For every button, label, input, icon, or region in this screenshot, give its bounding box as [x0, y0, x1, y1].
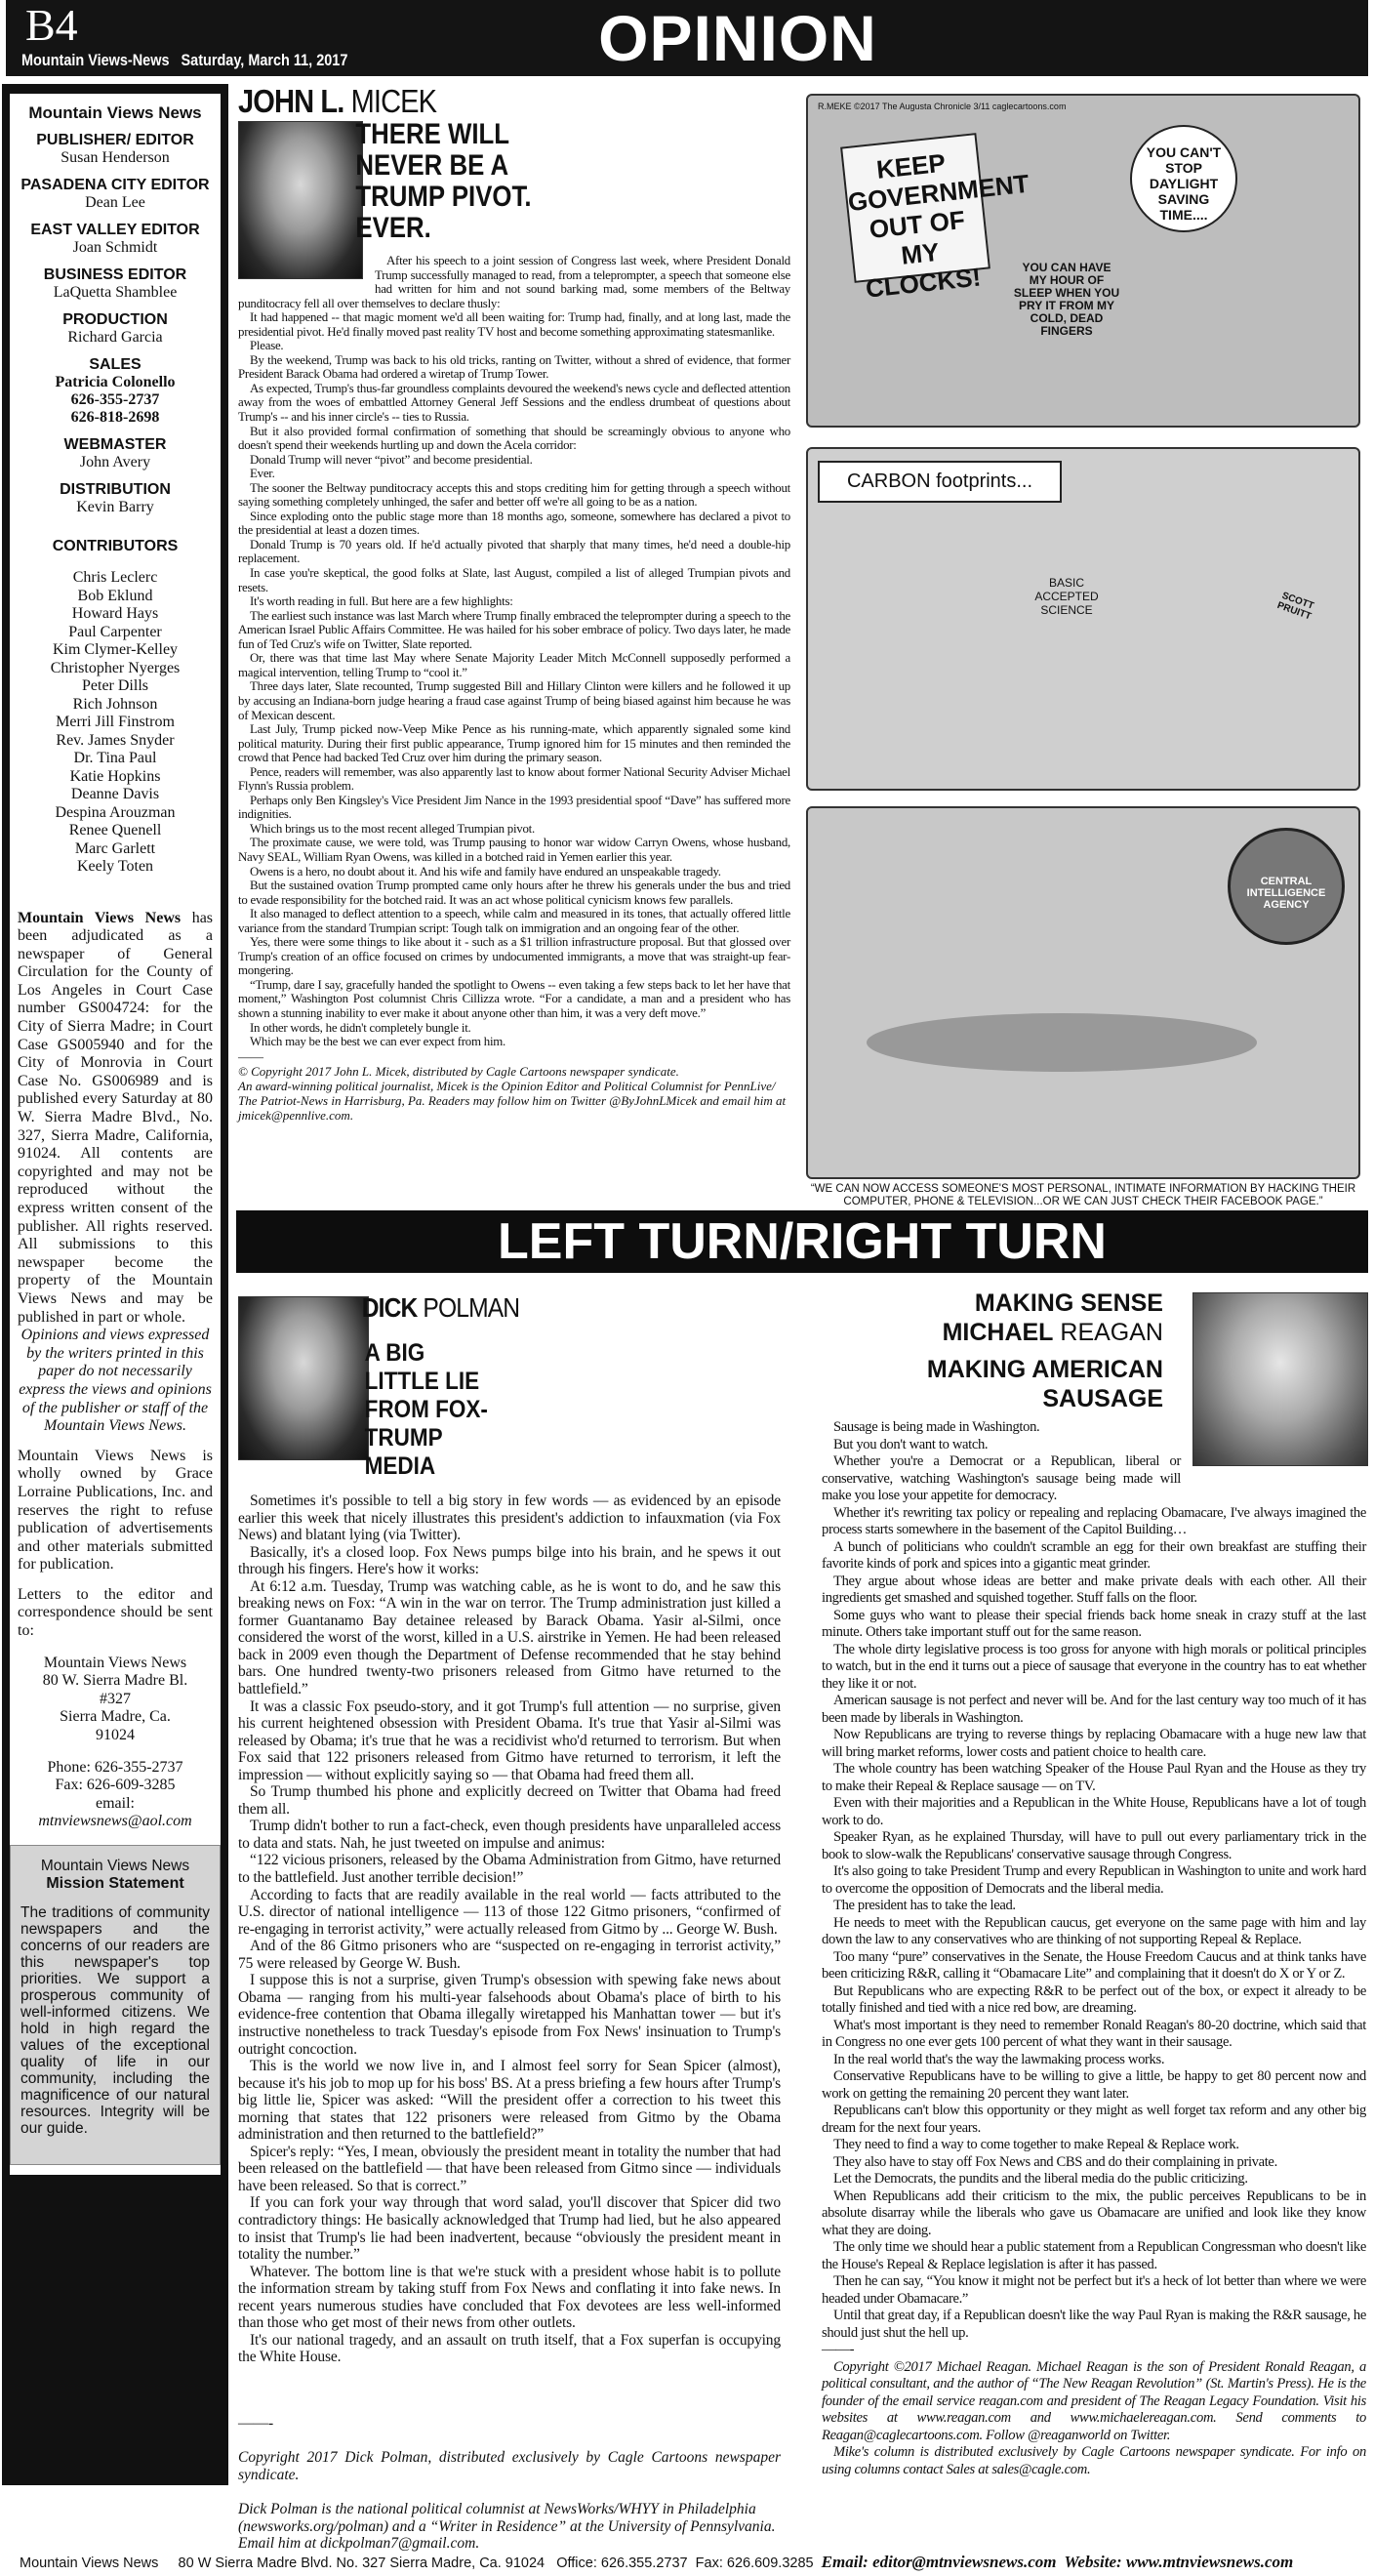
cia-seal: CENTRAL INTELLIGENCE AGENCY	[1228, 828, 1345, 945]
staff-name: Joan Schmidt	[72, 239, 158, 256]
paragraph: Some guys who want to please their special friends back home sneak in crazy stuff at the last minute. Others take important stuff out for the same reason.	[822, 1607, 1366, 1640]
paragraph: If you can fork your way through that word salad, you'll discover that Spicer did two contradictory things: He basically acknowledged that Trump had lied, but he also appeared to insist that Trump's lie had been inadvertent, because “obviously the president meant in totality the number.”	[238, 2194, 781, 2264]
mission-statement	[10, 1845, 221, 2165]
paragraph: This is the world we now live in, and I almost feel sorry for Sean Spicer (almost), because it's his job to mop up for his boss' BS. At a press briefing a few hours after Trump's big little lie, Spicer was asked: “Will the president offer a correction to his tweet this morning that states that 122 prisoners were released from Gitmo by the Obama administration and then returned to the battlefield?”	[238, 2058, 781, 2144]
staff-role: DISTRIBUTION	[60, 481, 171, 498]
article-body	[822, 1419, 1366, 2342]
paragraph: Yes, there were some things to like about it - such as a $1 trillion infrastructure proposal. But that glossed over Trump's creation of an office focused on crimes by undocumented immigrants, a move that was straight-up fear-mongering.	[238, 935, 790, 978]
author-photo	[1192, 1292, 1368, 1466]
paragraph: According to facts that are readily available in the real world — facts attributed to the U.S. director of national intelligence — 113 of those 122 Gitmo prisoners, “confirmed of re-engaging in terrorist activity,” were actually released from Gitmo by ... George W. Bush.	[238, 1886, 781, 1938]
disclaimer: Opinions and views expressed by the writers printed in this paper do not necessarily express the views and opinions of the publisher or staff of the Mountain Views News.	[19, 1327, 212, 1435]
staff-role: PASADENA CITY EDITOR	[20, 177, 210, 193]
footer-website[interactable]: Website: www.mtnviewsnews.com	[1064, 2553, 1294, 2571]
bio-text: Dick Polman is the national political columnist at NewsWorks/WHYY in Philadelphia (newsworks.org/polman) and a “Writer in Residence” at the University of Pennsylvania. Email him at	[238, 2501, 776, 2553]
byline	[238, 84, 724, 119]
paragraph: Since exploding onto the public stage more than 18 months ago, someone, somewhere has declared a pivot to the presidential at least a dozen times.	[238, 509, 790, 538]
science-label: BASIC ACCEPTED SCIENCE	[1034, 576, 1099, 617]
paragraph: The only time we should hear a public statement from a Republican Congressman who doesn't like the House's Repeal & Replace legislation is after it has passed.	[822, 2239, 1366, 2272]
contact-line: Fax: 626-609-3285	[55, 1777, 176, 1794]
staff-name: 626-818-2698	[70, 409, 160, 426]
copyright: Copyright ©2017 Michael Reagan. Michael Reagan is the son of President Ronald Reagan, a political consultant, and the author of “The New Reagan Revolution” (St. Martin's Press). He is the founder of the email service reagan.com and president of The Reagan Legacy Foundation. Visit his websites at www.reagan.com and www.michaelereagan.com. Send comments to Reagan@caglecartoons.com. Follow @reaganworld on Twitter.	[822, 2358, 1366, 2443]
contributor-name: Marc Garlett	[74, 839, 156, 857]
section-title: OPINION	[598, 2, 877, 74]
syndication-note: Mike's column is distributed exclusively by Cagle Cartoons newspaper syndicate. For info on using columns contact Sales at sales@cagle.com.	[822, 2444, 1366, 2477]
paragraph: It was a classic Fox pseudo-story, and it got Trump's full attention — no surprise, given his current heightened obsession with President Obama. It's true that Yasir al-Silmi was released by Obama; it's true that he was a recidivist who'd returned to terrorism. But when Fox said that 122 prisoners released from Gitmo have returned to terrorism, it left the impression — without explicitly saying so — that Obama had freed them all.	[238, 1697, 781, 1783]
paragraph: Three days later, Slate recounted, Trump suggested Bill and Hillary Clinton were killers and he followed it up by accusing an Indiana-born judge hearing a fraud case against Trump of being biased against him because he was of Mexican descent.	[238, 679, 790, 722]
column-header	[822, 1288, 1163, 1413]
polman-column	[238, 1288, 781, 2553]
page-number: B4	[25, 0, 78, 50]
paragraph: “122 vicious prisoners, released by the Obama Administration from Gitmo, have returned to the battlefield. Just another terrible decision!”	[238, 1852, 781, 1887]
ownership-notice: Mountain Views News is wholly owned by Grace Lorraine Publications, Inc. and reserves the right to refuse publication of advertisements and other materials submitted for publication.	[18, 1447, 213, 1574]
staff-role: SALES	[89, 356, 141, 373]
paragraph: Now Republicans are trying to reverse things by replacing Obamacare with a huge new law that will bring market reforms, lower costs and patient choice to health care.	[822, 1727, 1366, 1760]
cartoon-label: CARBON footprints...	[818, 461, 1062, 503]
paragraph: Even with their majorities and a Republican in the White House, Republicans have a lot of tough work to do.	[822, 1795, 1366, 1828]
rule: ——-	[238, 2414, 274, 2432]
contact-info	[18, 1759, 213, 1814]
staff-name: Susan Henderson	[61, 149, 170, 166]
address-line: 91024	[96, 1727, 135, 1744]
paragraph: The earliest such instance was last March where Trump finally embraced the teleprompter during a speech to the American Israel Public Affairs Committee. He was hailed for his sober embrace of policy. Two days later, he made fun of Ted Cruz's wife on Twitter, Slate reported.	[238, 608, 790, 651]
paragraph: It also managed to deflect attention to a speech, while calm and measured in its tones, that actually offered little variance from the standard Trumpian script: Tough talk on immigration and an ongoing fear of the other.	[238, 907, 790, 935]
contributor-name: Dr. Tina Paul	[73, 750, 157, 766]
byline-first: JOHN L.	[238, 83, 344, 119]
paragraph: After his speech to a joint session of Congress last week, where President Donald Trump successfully managed to read, from a teleprompter, a speech that someone else had written for him and not sound barking mad, some members of the Beltway punditocracy fell all over themselves to declare thusly:	[238, 254, 790, 310]
cartoon-carbon-footprints	[806, 447, 1360, 791]
author-email-link[interactable]: dickpolman7@gmail.com	[319, 2535, 476, 2553]
paragraph: Which may be the best we can ever expect from him.	[250, 1035, 506, 1049]
paragraph: But the sustained ovation Trump prompted came only hours after he threw his generals under the bus and tried to evade responsibility for the botched raid. It was an act whose political cynicism knows few parallels.	[238, 879, 790, 907]
copyright: © Copyright 2017 John L. Micek, distributed by Cagle Cartoons newspaper syndicate.	[238, 1063, 679, 1079]
paragraph: Speaker Ryan, as he explained Thursday, will have to pull out every parliamentary trick in the book to slow-walk the Republicans' conservative sausage through Congress.	[822, 1829, 1366, 1862]
byline-first: DICK	[361, 1292, 418, 1323]
paragraph: Sometimes it's possible to tell a big story in few words — as evidenced by an episode earlier this week that nicely illustrates this president's addiction to infauxmation (via Fox News) and blatant lying (via Twitter).	[238, 1492, 781, 1544]
shoe-label: SCOTT PRUITT	[1275, 590, 1315, 623]
masthead	[6, 0, 1368, 76]
paragraph: The president has to take the lead.	[833, 1898, 1016, 1913]
mission-title: Mission Statement	[46, 1875, 184, 1892]
paragraph: Spicer's reply: “Yes, I mean, obviously the president meant in totality the number that had been released on the battlefield — that have been released from Gitmo since — individuals have been released. So that is correct.”	[238, 2143, 781, 2194]
footer-office: Office: 626.355.2737	[556, 2556, 688, 2571]
contributor-name: Despina Arouzman	[55, 803, 176, 821]
section-banner: LEFT TURN/RIGHT TURN	[236, 1210, 1368, 1273]
paragraph: But it also provided formal confirmation of something that should be screamingly obvious to anyone who doesn't spend their weekends hurtling up and down the Acela corridor:	[238, 424, 790, 453]
contributor-name: Merri Jill Finstrom	[56, 714, 175, 730]
paper-name: Mountain Views-News	[21, 51, 170, 69]
contact-line: email:	[96, 1794, 135, 1812]
paragraph: Sausage is being made in Washington.	[833, 1419, 1040, 1435]
paragraph: The proximate cause, we were told, was Trump pausing to honor war widow Carryn Owens, whose husband, Navy SEAL, William Ryan Owens, was killed in a botched raid in Yemen earlier this year.	[238, 836, 790, 864]
byline-first: MICHAEL	[942, 1319, 1054, 1346]
headline: MAKING AMERICAN SAUSAGE	[926, 1356, 1163, 1412]
paragraph: In the real world that's the way the lawmaking process works.	[833, 2051, 1165, 2067]
paragraph: It's also going to take President Trump and every Republican in Washington to unite and work hard to overcome the opposition of Democrats and the liberal media.	[822, 1863, 1366, 1897]
paragraph: But Republicans who are expecting R&R to be perfect out of the box, or expect it already to be totally finished and tied with a nice red bow, are dreaming.	[822, 1983, 1366, 2016]
page-footer	[0, 2550, 1374, 2575]
paragraph: It had happened -- that magic moment we'd all been waiting for: Trump had, finally, and at long last, made the presidential pivot. He'd finally moved past reality TV host and become something approximating statesmanlike.	[238, 310, 790, 339]
staff-name: Patricia Colonello	[55, 374, 176, 390]
contributor-name: Rev. James Snyder	[56, 731, 175, 749]
speech-bubble: YOU CAN'T STOP DAYLIGHT SAVING TIME....	[1130, 125, 1237, 232]
cartoon-signature: R.MEKE ©2017 The Augusta Chronicle 3/11 caglecartoons.com	[818, 102, 1067, 111]
paragraph: So Trump thumbed his phone and explicitly decreed on Twitter that Obama had freed them all.	[238, 1783, 781, 1818]
paragraph: Which brings us to the most recent alleged Trumpian pivot.	[250, 821, 535, 836]
footer-address: 80 W Sierra Madre Blvd. No. 327 Sierra Madre, Ca. 91024	[178, 2556, 546, 2571]
paragraph: Pence, readers will remember, was also apparently last to know about former National Security Adviser Michael Flynn's Russia problem.	[238, 764, 790, 794]
contributor-name: Keely Toten	[76, 858, 154, 875]
contributors-list	[18, 569, 213, 877]
paragraph: At 6:12 a.m. Tuesday, Trump was watching cable, as he is wont to do, and he saw this breaking news on Fox: “A win in the war on terror. The Trump administration just killed a former Guantanamo Bay detainee released by Barack Obama. Yasir al-Silmi, once considered the worst of the worst, killed in a U.S. airstrike in Yemen. He had been released back in 2009 even though the Department of Defense recommended that he stay behind bars. One hundred twenty-two prisoners released from Gitmo have returned to the battlefield.”	[238, 1577, 781, 1698]
paragraph: Donald Trump is 70 years old. If he'd actually pivoted that sharply that many times, he'd need a double-hip replacement.	[238, 537, 790, 566]
article-footer	[238, 1049, 790, 1123]
paragraph: Until that great day, if a Republican doesn't like the way Paul Ryan is making the R&R sausage, he should just shut the hell up.	[822, 2308, 1366, 2341]
masthead-sidebar	[2, 84, 228, 2485]
copyright: Copyright 2017 Dick Polman, distributed exclusively by Cagle Cartoons newspaper syndicate.	[238, 2449, 781, 2483]
address-line: #327	[100, 1690, 131, 1707]
staff-role: PRODUCTION	[62, 311, 168, 328]
paragraph: They also have to stay off Fox News and CBS and do their complaining in private.	[833, 2153, 1277, 2170]
paragraph: A bunch of politicians who couldn't scramble an egg for their own breakfast are stuffing their favorite kinds of pork and spices into a gigantic meat grinder.	[822, 1538, 1366, 1572]
staff-role: PUBLISHER/ EDITOR	[36, 132, 194, 148]
issue-date: Saturday, March 11, 2017	[181, 51, 348, 69]
contributor-name: Deanne Davis	[70, 786, 160, 802]
paragraph: “Trump, dare I say, gracefully handed the spotlight to Owens -- even taking a few steps back to let her have that moment,” Washington Post columnist Chris Cillizza wrote. “For a candidate, a man and a president who has shown a stunning inability to ever make it about anyone other than him, it was a very deft move.”	[238, 977, 790, 1020]
paragraph: Last July, Trump picked now-Veep Mike Pence as his running-mate, which apparently signaled some kind political maturity. During their first public appearance, Trump ignored him for 15 minutes and then reminded the crowd that Pence had backed Ted Cruz over him during the primary season.	[238, 722, 790, 765]
author-bio: Dick Polman is the national political columnist at NewsWorks/WHYY in Philadelphia (newsworks.org/polman) and a “Writer in Residence” at the University of Pennsylvania. Email him at dickpolman7@gmail.com.	[238, 2501, 776, 2553]
address-line: Sierra Madre, Ca.	[60, 1708, 171, 1726]
paragraph: And of the 86 Gitmo prisoners who are “suspected on re-engaging in terrorist activity,” 75 were released by George W. Bush.	[238, 1938, 781, 1972]
paragraph: Or, there was that time last May where Senate Majority Leader Mitch McConnell supposedly performed a magical intervention, telling Trump to “cool it.”	[238, 651, 790, 679]
contributor-name: Christopher Nyerges	[50, 659, 181, 676]
paragraph: It's worth reading in full. But here are a few highlights:	[250, 594, 513, 609]
paragraph: Basically, it's a closed loop. Fox News pumps bilge into his brain, and he spews it out through his fingers. Here's how it works:	[238, 1543, 781, 1578]
paragraph: By the weekend, Trump was back to his old tricks, ranting on Twitter, without a shred of evidence, that former President Barack Obama had ordered a wiretap of Trump Tower.	[238, 352, 790, 382]
paragraph: The sooner the Beltway punditocracy accepts this and stops crediting him for getting through a speech without saying something completely unhinged, the safer and better off we're all going to be as a nation.	[238, 480, 790, 510]
cartoon-cia	[806, 806, 1360, 1179]
paragraph: Whether you're a Democrat or a Republican, liberal or conservative, watching Washington's sausage being made will make you lose your appetite for democracy.	[822, 1453, 1181, 1503]
sidebar-panel	[10, 94, 221, 2175]
paragraph: Too many “pure” conservatives in the Senate, the House Freedom Caucus and at think tanks have been criticizing R&R, calling it “Obamacare Lite” and complaining that it doesn't do X or Y or Z.	[822, 1948, 1366, 1982]
paragraph: Then he can say, “You know it might not be perfect but it's a heck of lot better than where we were headed under Obamacare.”	[822, 2273, 1366, 2307]
paragraph: Donald Trump will never “pivot” and become presidential.	[250, 452, 533, 467]
contributor-name: Peter Dills	[82, 677, 148, 694]
paragraph: Whether it's rewriting tax policy or repealing and replacing Obamacare, I've always imagined the process starts somewhere in the basement of the Capitol Building…	[822, 1504, 1366, 1537]
staff-name: Kevin Barry	[76, 499, 154, 515]
rule: ——	[238, 1048, 263, 1064]
paragraph: I suppose this is not a surprise, given Trump's obsession with spewing fake news about Obama — ranging from his multi-year falsehoods about Obama's place of birth to his evidence-free contention that Obama illegally wiretapped his Manhattan tower — but it's instructive nonetheless to track Tuesday's episode from Fox News' insinuation to Trump's outright concoction.	[238, 1972, 781, 2058]
footer-email[interactable]: Email: editor@mtnviewsnews.com	[821, 2553, 1057, 2571]
paragraph: Trump didn't bother to run a fact-check, even though presidents have unparalleled access to data and stats. Nah, he just tweeted on impulse and animus:	[238, 1818, 781, 1852]
paragraph: When Republicans add their criticism to the mix, the public perceives Republicans to be in absolute disarray while the liberals who gave us Obamacare are unified and look like they know what they are doing.	[822, 2188, 1366, 2238]
paragraph: As expected, Trump's thus-far groundless complaints devoured the weekend's news cycle and deflected attention away from the woes of embattled Attorney General Jeff Sessions and the endless drumbeat of questions about Trump's -- and his inner circle's -- ties to Russia.	[238, 381, 790, 425]
contributor-name: Katie Hopkins	[69, 767, 161, 785]
cartoon-daylight-saving	[806, 94, 1360, 428]
staff-name: Dean Lee	[85, 194, 145, 211]
cartoon-caption: “WE CAN NOW ACCESS SOMEONE'S MOST PERSONAL, INTIMATE INFORMATION BY HACKING THEIR COMPUTER, PHONE & TELEVISION...OR WE CAN JUST CHECK THEIR FACEBOOK PAGE.”	[810, 1183, 1356, 1207]
contributor-name: Bob Eklund	[77, 587, 153, 604]
address-line: 80 W. Sierra Madre Bl.	[42, 1672, 188, 1690]
contributor-name: Howard Hays	[71, 605, 159, 622]
paragraph: In other words, he didn't completely bungle it.	[250, 1020, 471, 1035]
paragraph: They need to find a way to come together to make Repeal & Replace work.	[833, 2137, 1239, 2152]
headline: THERE WILL NEVER BE A TRUMP PIVOT. EVER.	[355, 118, 532, 244]
article-body	[238, 254, 790, 1049]
sidebar-title: Mountain Views News	[28, 103, 202, 122]
paragraph: Ever.	[250, 467, 275, 481]
paragraph: Republicans can't blow this opportunity or they might as well forget tax reform and any other big dream for the next four years.	[822, 2103, 1366, 2136]
byline-last: REAGAN	[1060, 1319, 1163, 1346]
paragraph: The whole dirty legislative process is too gross for anyone with high morals or political principles to watch, but in the end it turns out a piece of sausage that everyone in the country has to eat whether they like it or not.	[822, 1641, 1366, 1692]
paragraph: Perhaps only Ben Kingsley's Vice President Jim Nance in the 1993 presidential spoof “Dave” has suffered more indignities.	[238, 793, 790, 822]
micek-column	[238, 84, 790, 1123]
headline: A BIG LITTLE LIE FROM FOX-TRUMP MEDIA	[364, 1339, 488, 1480]
contributor-name: Kim Clymer-Kelley	[52, 641, 179, 658]
conference-table	[867, 1013, 1257, 1072]
mission-line1: Mountain Views News	[40, 1858, 190, 1874]
staff-role: WEBMASTER	[63, 436, 167, 453]
mailing-address	[18, 1655, 213, 1745]
kicker: MAKING SENSE	[974, 1289, 1163, 1317]
paragraph: The whole country has been watching Speaker of the House Paul Ryan and the House as they try to make their Repeal & Replace sausage — on TV.	[822, 1761, 1366, 1794]
article-body	[238, 1492, 781, 2366]
staff-role: EAST VALLEY EDITOR	[30, 222, 200, 238]
reagan-column	[822, 1288, 1366, 2478]
rule: ——-	[822, 2342, 855, 2357]
dateline	[21, 51, 347, 70]
contributors-heading: CONTRIBUTORS	[52, 538, 179, 554]
staff-name: LaQuetta Shamblee	[53, 284, 178, 301]
paragraph: Whatever. The bottom line is that we're stuck with a president whose habit is to pollute the information stream by taking stuff from Fox News and conflating it into fake news. In recent years numerous studies have concluded that Fox devotees are less well-informed than those who get most of their news from other outlets.	[238, 2263, 781, 2332]
paragraph: It's our national tragedy, and an assault on truth itself, that a Fox superfan is occupying the White House.	[238, 2331, 781, 2366]
author-bio: An award-winning political journalist, Micek is the Opinion Editor and Political Columnist for PennLive/ The Patriot-News in Harrisburg, Pa. Readers may follow him on Twitter @ByJohnLMicek and email him at jmicek@pennlive.com.	[238, 1078, 787, 1123]
contact-email[interactable]: mtnviewsnews@aol.com	[38, 1813, 192, 1830]
contributor-name: Renee Quenell	[68, 822, 162, 838]
contributor-name: Paul Carpenter	[68, 623, 162, 640]
adjudication-notice	[18, 910, 213, 1328]
shirt-text: YOU CAN HAVE MY HOUR OF SLEEP WHEN YOU PRY IT FROM MY COLD, DEAD FINGERS	[1013, 261, 1120, 338]
staff-name: 626-355-2737	[70, 391, 160, 408]
staff-list	[18, 132, 213, 516]
paragraph: Owens is a hero, no doubt about it. And his wife and family have endured an unspeakable tragedy.	[250, 864, 721, 879]
adjudication-lead: Mountain Views News	[18, 909, 182, 926]
byline	[822, 1318, 1163, 1347]
footer-fax: Fax: 626.609.3285	[695, 2556, 814, 2571]
adjudication-text: has been adjudicated as a newspaper of General Circulation for the County of Los Angeles in Court Case number GS004724: for the City of Sierra Madre; in Court Case GS005940 and for the City of Monrovia in Court Case No. GS006989 and is published every Saturday at 80 W. Sierra Madre Blvd., No. 327, Sierra Madre, California, 91024. All contents are copyrighted and may not be reproduced without the express written consent of the publisher. All rights reserved. All submissions to this newspaper become the property of the Mountain Views News and may be published in part or whole.	[18, 909, 214, 1326]
article-footer	[238, 2415, 781, 2553]
paragraph: But you don't want to watch.	[833, 1436, 989, 1452]
letters-notice: Letters to the editor and correspondence should be sent to:	[18, 1585, 213, 1640]
byline-last: MICEK	[350, 83, 437, 119]
paragraph: They argue about whose ideas are better and make private deals with each other. All their ingredients get smashed and squished together. Stuff falls on the floor.	[822, 1573, 1366, 1606]
staff-role: BUSINESS EDITOR	[43, 266, 187, 283]
article-footer	[822, 2342, 1366, 2478]
bio-text: An award-winning political journalist, Micek is the Opinion Editor and Political Columnist for PennLive/ The Patriot-News in Harrisburg, Pa. Readers may follow him on Twitter @ByJohnLMicek and email him at	[238, 1078, 787, 1108]
staff-name: Richard Garcia	[67, 329, 163, 346]
paragraph: Let the Democrats, the pundits and the liberal media do the public criticizing.	[833, 2171, 1248, 2187]
footer-paper: Mountain Views News	[20, 2556, 159, 2571]
paragraph: In case you're skeptical, the good folks at Slate, last August, compiled a list of alleged Trumpian pivots and resets.	[238, 566, 790, 594]
paragraph: Conservative Republicans have to be willing to give a little, be happy to get 80 percent now and work on getting the remaining 20 percent they want later.	[822, 2068, 1366, 2102]
paragraph: He needs to meet with the Republican caucus, get everyone on the same page with him and lay down the law to any conservatives who are thinking of not supporting Repeal & Replace.	[822, 1914, 1366, 1947]
byline-last: POLMAN	[423, 1292, 520, 1323]
mission-text: The traditions of community newspapers and the concerns of our readers are this newspaper's top priorities. We support a prosperous community of well-informed citizens. We hold in high regard the values of the exceptional quality of life in our community, including the magnificence of our natural resources. Integrity will be our guide.	[20, 1904, 210, 2137]
staff-name: John Avery	[79, 454, 151, 470]
paragraph: American sausage is not perfect and never will be. And for the last century way too much of it has been made by liberals in Washington.	[822, 1693, 1366, 1726]
contributor-name: Rich Johnson	[72, 695, 158, 713]
paragraph: What's most important is they need to remember Ronald Reagan's 80-20 doctrine, which said that in Congress no one ever gets 100 percent of what they want in their sausage.	[822, 2017, 1366, 2050]
protest-sign: KEEP GOVERNMENT OUT OF MY CLOCKS!	[840, 133, 990, 283]
byline	[238, 1290, 715, 1326]
contact-line: Phone: 626-355-2737	[47, 1758, 183, 1776]
paragraph: Please.	[250, 339, 284, 353]
contributor-name: Chris Leclerc	[72, 569, 158, 586]
author-email-link[interactable]: jmicek@pennlive.com	[238, 1107, 350, 1123]
address-line: Mountain Views News	[43, 1654, 187, 1671]
